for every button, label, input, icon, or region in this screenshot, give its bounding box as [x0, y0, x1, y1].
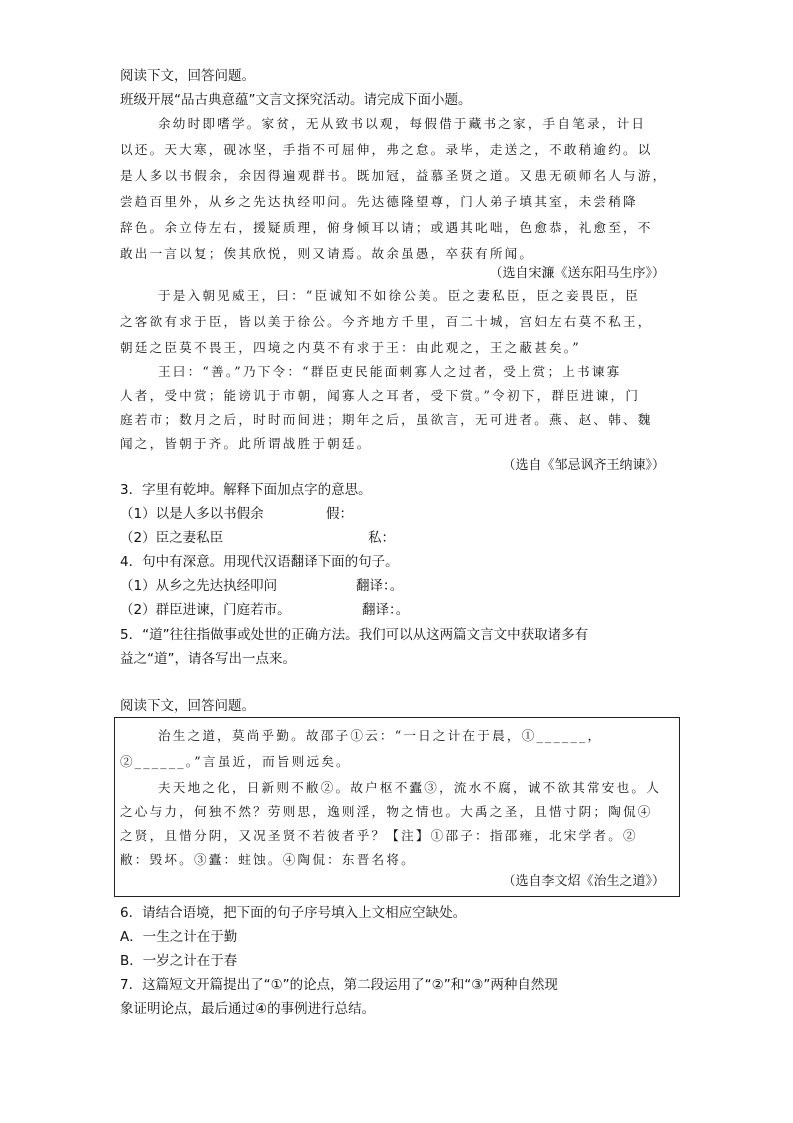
- box-passage-line: 之贤，且惜分阴，又况圣贤不若彼者乎？【注】①邵子：指邵雍，北宋学者。②: [120, 828, 638, 843]
- passage2-line: 之客欲有求于臣，皆以美于徐公。今齐地方千里，百二十城，宫妇左右莫不私王，: [120, 314, 653, 329]
- q7-line: 7．这篇短文开篇提出了“①”的论点，第二段运用了“②”和“③”两种自然现: [120, 977, 558, 993]
- q4-item-text: （2）群臣进谏，门庭若市。: [120, 602, 291, 618]
- q4-item-key: 翻译：。: [362, 602, 410, 618]
- passage2-line: 王曰：“善。”乃下令：“群臣吏民能面刺寡人之过者，受上赏；上书谏寡: [158, 364, 622, 379]
- box-passage-line: 敝：毁坏。③蠹：蛀蚀。④陶侃：东晋名将。: [120, 852, 416, 867]
- instruction-1: 阅读下文，回答问题。: [120, 68, 255, 84]
- passage2-line: 人者，受中赏；能谤讥于市朝，闻寡人之耳者，受下赏。”令初下，群臣进谏，门: [120, 388, 641, 403]
- q3-item-key: 私：: [368, 530, 395, 546]
- source-3: （选自李文炤《治生之道》）: [502, 874, 665, 889]
- q4-title: 4．句中有深意。用现代汉语翻译下面的句子。: [120, 554, 399, 570]
- q4-item-text: （1）从乡之先达执经叩问: [120, 578, 278, 594]
- passage2-line: 闻之，皆朝于齐。此所谓战胜于朝廷。: [120, 436, 372, 451]
- q3-item-text: （1）以是人多以书假余: [120, 506, 264, 522]
- passage1-line: 余幼时即嗜学。家贫，无从致书以观，每假借于藏书之家，手自笔录，计日: [158, 116, 647, 131]
- box-passage-line: ②______。”言虽近，而旨则远矣。: [120, 754, 351, 769]
- box-passage-line: 之心与力，何独不然？劳则思，逸则淫，物之情也。大禹之圣，且惜寸阴；陶侃④: [120, 804, 653, 819]
- passage2-line: 于是入朝见威王，曰：“臣诚知不如徐公美。臣之妻私臣，臣之妾畏臣，臣: [158, 288, 641, 303]
- q4-item-key: 翻译：。: [356, 578, 404, 594]
- instruction-2: 阅读下文，回答问题。: [120, 698, 255, 714]
- q6-option: A．一生之计在于勤: [120, 929, 238, 945]
- q3-title: 3．字里有乾坤。解释下面加点字的意思。: [120, 482, 372, 498]
- passage1-line: 敢出一言以复；俟其欣悦，则又请焉。故余虽愚，卒获有所闻。: [120, 246, 535, 261]
- q5-line: 5．“道”往往指做事或处世的正确方法。我们可以从这两篇文言文中获取诸多有: [120, 627, 589, 643]
- passage1-line: 辞色。余立侍左右，援疑质理，俯身倾耳以请；或遇其叱咄，色愈恭，礼愈至，不: [120, 220, 653, 235]
- q5-line: 益之“道”，请各写出一点来。: [120, 651, 296, 667]
- passage2-line: 朝廷之臣莫不畏王，四境之内莫不有求于王：由此观之，王之蔽甚矣。”: [120, 340, 581, 355]
- activity-line: 班级开展“品古典意蕴”文言文探究活动。请完成下面小题。: [120, 92, 472, 108]
- box-passage-line: 夫天地之化，日新则不敝②。故户枢不蠹③，流水不腐，诚不欲其常安也。人: [158, 780, 661, 795]
- source-1: （选自宋濂《送东阳马生序》）: [489, 266, 665, 281]
- q6-title: 6．请结合语境，把下面的句子序号填入上文相应空缺处。: [120, 905, 467, 921]
- q7-line: 象证明论点，最后通过④的事例进行总结。: [120, 1001, 376, 1017]
- passage1-line: 尝趋百里外，从乡之先达执经叩问。先达德隆望尊，门人弟子填其室，未尝稍降: [120, 194, 638, 209]
- passage1-line: 以还。天大寒，砚冰坚，手指不可屈伸，弗之怠。录毕，走送之，不敢稍逾约。以: [120, 142, 653, 157]
- q3-item-key: 假：: [326, 506, 353, 522]
- box-passage-line: 治生之道，莫尚乎勤。故邵子①云：“一日之计在于晨，①______，: [158, 728, 603, 743]
- q6-option: B．一岁之计在于春: [120, 953, 238, 969]
- q3-item-text: （2）臣之妻私臣: [120, 530, 224, 546]
- passage2-line: 庭若市；数月之后，时时而间进；期年之后，虽欲言，无可进者。燕、赵、韩、魏: [120, 412, 653, 427]
- passage1-line: 是人多以书假余，余因得遍观群书。既加冠，益慕圣贤之道。又患无硕师名人与游，: [120, 168, 668, 183]
- source-2: （选自《邹忌讽齐王纳谏》）: [502, 458, 665, 473]
